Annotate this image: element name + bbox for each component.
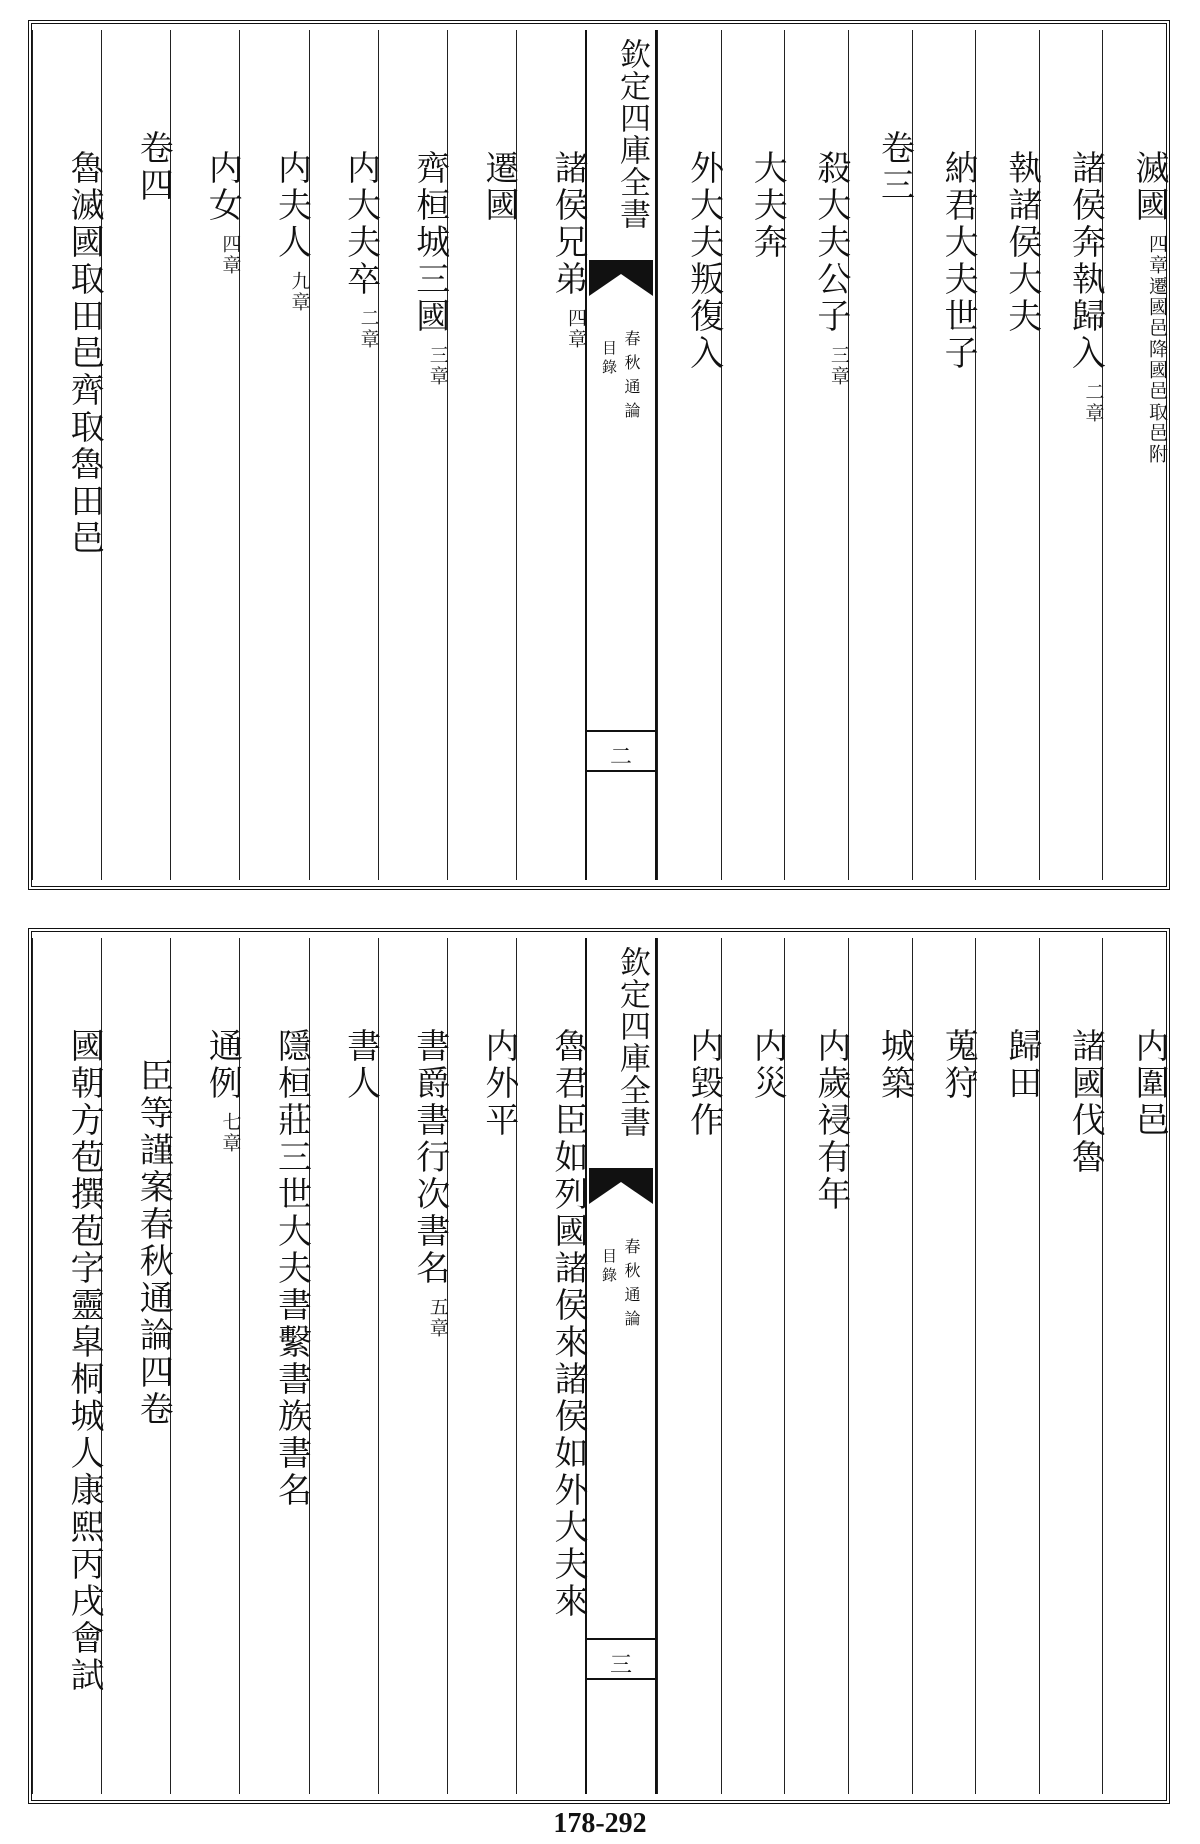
column-text xyxy=(913,1028,979,1102)
text-column xyxy=(912,938,979,1794)
text-column xyxy=(784,30,851,880)
column-text xyxy=(785,150,851,387)
column-text xyxy=(448,1028,519,1139)
column-text xyxy=(102,1058,174,1428)
text-column xyxy=(721,938,788,1794)
entry-title: 内歲祲有年 xyxy=(810,1028,851,1213)
text-column xyxy=(32,938,105,1794)
entry-note: 二章 xyxy=(1082,382,1105,424)
entry-title: 内毀作 xyxy=(683,1028,724,1139)
text-column xyxy=(1039,30,1106,880)
top-page xyxy=(28,20,1170,890)
text-column xyxy=(170,938,243,1794)
entry-title: 齊桓城三國 xyxy=(409,150,450,335)
text-column xyxy=(516,938,588,1794)
column-text xyxy=(240,1028,312,1509)
text-column xyxy=(848,938,915,1794)
entry-title: 臣等謹案春秋通論四卷 xyxy=(133,1058,174,1428)
column-text xyxy=(849,1028,915,1102)
column-text xyxy=(240,150,312,313)
column-text xyxy=(849,130,915,204)
text-column xyxy=(975,938,1042,1794)
entry-note: 三章 xyxy=(827,345,850,387)
column-text xyxy=(171,1028,243,1154)
entry-note: 二章 xyxy=(357,308,380,350)
text-column xyxy=(1102,30,1169,880)
entry-title: 通例 xyxy=(202,1028,243,1102)
entry-title: 城築 xyxy=(874,1028,915,1102)
entry-note: 五章 xyxy=(426,1297,449,1339)
center-labels xyxy=(593,1238,649,1678)
center-fold-column xyxy=(585,938,657,1794)
text-column xyxy=(239,938,312,1794)
text-column xyxy=(378,30,450,880)
entry-title: 國朝方苞撰苞字靈皐桐城人康熙丙戌會試 xyxy=(64,1028,105,1694)
text-column xyxy=(101,30,174,880)
text-column xyxy=(975,30,1042,880)
column-text xyxy=(379,1028,450,1339)
center-labels xyxy=(593,330,649,770)
page-number-footer: 178-292 xyxy=(553,1808,647,1839)
folio-number: 三 xyxy=(609,1653,632,1678)
column-text xyxy=(1040,150,1106,424)
column-text xyxy=(913,150,979,372)
entry-note: 三章 xyxy=(426,345,449,387)
column-text xyxy=(310,1028,381,1102)
text-column xyxy=(784,938,851,1794)
entry-title: 隱桓莊三世大夫書繫書族書名 xyxy=(271,1028,312,1509)
entry-note: 七章 xyxy=(219,1112,242,1154)
collection-title: 欽定四庫全書 xyxy=(614,38,650,230)
column-text xyxy=(722,1028,788,1102)
entry-title: 内外平 xyxy=(478,1028,519,1139)
entry-title: 納君大夫世子 xyxy=(938,150,979,372)
column-text xyxy=(448,150,519,224)
text-column xyxy=(1102,938,1169,1794)
fold-rule xyxy=(587,770,655,772)
entry-title: 大夫奔 xyxy=(747,150,788,261)
entry-title: 滅國 xyxy=(1129,150,1169,224)
text-column xyxy=(1039,938,1106,1794)
text-column xyxy=(721,30,788,880)
column-text xyxy=(102,130,174,204)
column-text xyxy=(722,150,788,261)
entry-title: 魯滅國取田邑齊取魯田邑 xyxy=(64,150,105,557)
column-text xyxy=(658,150,724,372)
fishtail-mark-icon xyxy=(589,260,653,296)
entry-title: 執諸侯大夫 xyxy=(1001,150,1042,335)
fold-rule xyxy=(587,1638,655,1640)
entry-note: 四章遷國邑降國邑取邑附 xyxy=(1146,234,1168,465)
entry-title: 書人 xyxy=(340,1028,381,1102)
entry-title: 蒐狩 xyxy=(938,1028,979,1102)
entry-title: 外大夫叛復入 xyxy=(683,150,724,372)
column-text xyxy=(1103,1028,1169,1139)
folio-number: 二 xyxy=(609,745,632,770)
column-text xyxy=(310,150,381,350)
text-column xyxy=(170,30,243,880)
entry-title: 遷國 xyxy=(478,150,519,224)
text-column xyxy=(239,30,312,880)
book-title: 春秋通論 xyxy=(622,1238,641,1334)
entry-title: 内夫人 xyxy=(271,150,312,261)
column-text xyxy=(517,1028,588,1620)
text-column xyxy=(378,938,450,1794)
entry-title: 歸田 xyxy=(1001,1028,1042,1102)
entry-title: 内女 xyxy=(202,150,243,224)
column-text xyxy=(976,1028,1042,1102)
column-text xyxy=(1103,150,1169,465)
entry-title: 諸侯兄弟 xyxy=(548,150,588,298)
text-column xyxy=(848,30,915,880)
entry-title: 魯君臣如列國諸侯來諸侯如外大夫來 xyxy=(548,1028,588,1620)
column-text xyxy=(33,150,105,557)
fishtail-mark-icon xyxy=(589,1168,653,1204)
column-text xyxy=(517,150,588,350)
entry-title: 内大夫卒 xyxy=(340,150,381,298)
text-column xyxy=(32,30,105,880)
text-column xyxy=(447,30,519,880)
column-text xyxy=(379,150,450,387)
text-column xyxy=(516,30,588,880)
entry-title: 内災 xyxy=(747,1028,788,1102)
text-column xyxy=(657,938,724,1794)
entry-title: 諸侯奔執歸入 xyxy=(1065,150,1106,372)
column-text xyxy=(33,1028,105,1694)
entry-note: 九章 xyxy=(288,271,311,313)
section-label: 目錄 xyxy=(600,1248,618,1286)
text-column xyxy=(912,30,979,880)
entry-title: 卷三 xyxy=(874,130,915,204)
text-column xyxy=(309,30,381,880)
column-text xyxy=(785,1028,851,1213)
entry-note: 四章 xyxy=(565,308,587,350)
entry-title: 諸國伐魯 xyxy=(1065,1028,1106,1176)
column-text xyxy=(976,150,1042,335)
column-text xyxy=(658,1028,724,1139)
collection-title: 欽定四庫全書 xyxy=(614,946,650,1138)
text-column xyxy=(309,938,381,1794)
entry-note: 四章 xyxy=(219,234,242,276)
column-text xyxy=(1040,1028,1106,1176)
center-fold-column xyxy=(585,30,657,880)
entry-title: 殺大夫公子 xyxy=(810,150,851,335)
section-label: 目錄 xyxy=(600,340,618,378)
fold-rule xyxy=(587,730,655,732)
fold-rule xyxy=(587,1678,655,1680)
entry-title: 卷四 xyxy=(133,130,174,204)
entry-title: 内圍邑 xyxy=(1129,1028,1169,1139)
column-text xyxy=(171,150,243,276)
text-column xyxy=(101,938,174,1794)
bottom-page xyxy=(28,928,1170,1804)
text-column xyxy=(447,938,519,1794)
entry-title: 書爵書行次書名 xyxy=(409,1028,450,1287)
text-column xyxy=(657,30,724,880)
book-title: 春秋通論 xyxy=(622,330,641,426)
